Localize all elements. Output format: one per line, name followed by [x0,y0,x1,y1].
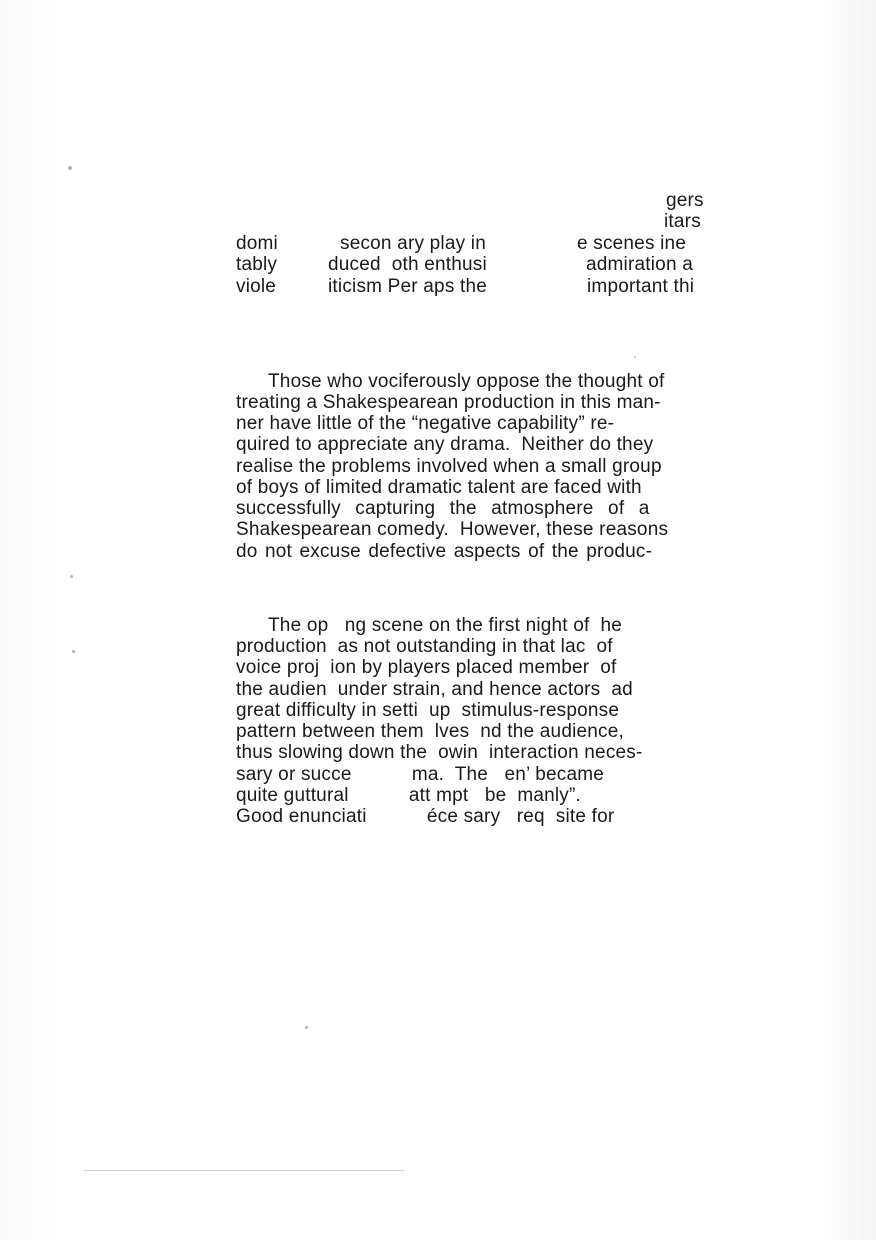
paragraph-line: Those who vociferously oppose the thought of [268,371,665,392]
paper-speck [72,650,75,653]
fragment-col-1: viole [236,276,277,297]
fragment-row [236,276,740,297]
paragraph-line: realise the problems involved when a small group [236,456,662,477]
paragraph-line: voice proj ion by players placed member of [236,657,617,678]
paragraph-line: the audien under strain, and hence actors ad [236,679,633,700]
fragment-row [236,254,740,275]
fragment-col-3: e scenes ine [577,233,687,254]
paragraph-line: of boys of limited dramatic talent are faced with [236,477,642,498]
fragment-col-1: domi [236,233,278,254]
paragraph-line: great difficulty in setti up stimulus-response [236,700,620,721]
footer-rule [84,1170,404,1171]
paragraph-line: Good enunciati éce sary req site for [236,806,615,827]
fragment-col-2: secon ary play in [340,233,486,254]
paper-speck [68,166,72,170]
fragment-col-2: duced oth enthusi [328,254,487,275]
paragraph-line: Shakespearean comedy. However, these reasons [236,519,669,540]
paragraph-line: quired to appreciate any drama. Neither do they [236,434,654,455]
fragment-col-3: admiration a [586,254,693,275]
paper-speck [305,1026,308,1029]
fragment-col-2: iticism Per aps the [328,276,488,297]
paragraph-line: production as not outstanding in that lac of [236,636,613,657]
fragment-line: gers [666,190,704,211]
paragraph-line: successfully capturing the atmosphere of a [236,498,650,519]
fragment-row [236,233,740,254]
paragraph-line: The op ng scene on the first night of he [268,615,622,636]
paper-speck [634,356,636,358]
paragraph-line: pattern between them lves nd the audience, [236,721,624,742]
paragraph-line: quite guttural att mpt be manly”. [236,785,582,806]
fragment-col-1: tably [236,254,278,275]
paragraph-line: sary or succe ma. The en’ became [236,764,605,785]
fragment-line: itars [664,211,701,232]
paragraph-line: thus slowing down the owin interaction neces- [236,742,643,763]
fragment-col-3: important thi [587,276,695,297]
paragraph-line: do not excuse defective aspects of the produc- [236,541,653,562]
paragraph-line: treating a Shakespearean production in this man- [236,392,661,413]
paper-speck [70,575,73,578]
paragraph-line: ner have little of the “negative capability” re- [236,413,615,434]
